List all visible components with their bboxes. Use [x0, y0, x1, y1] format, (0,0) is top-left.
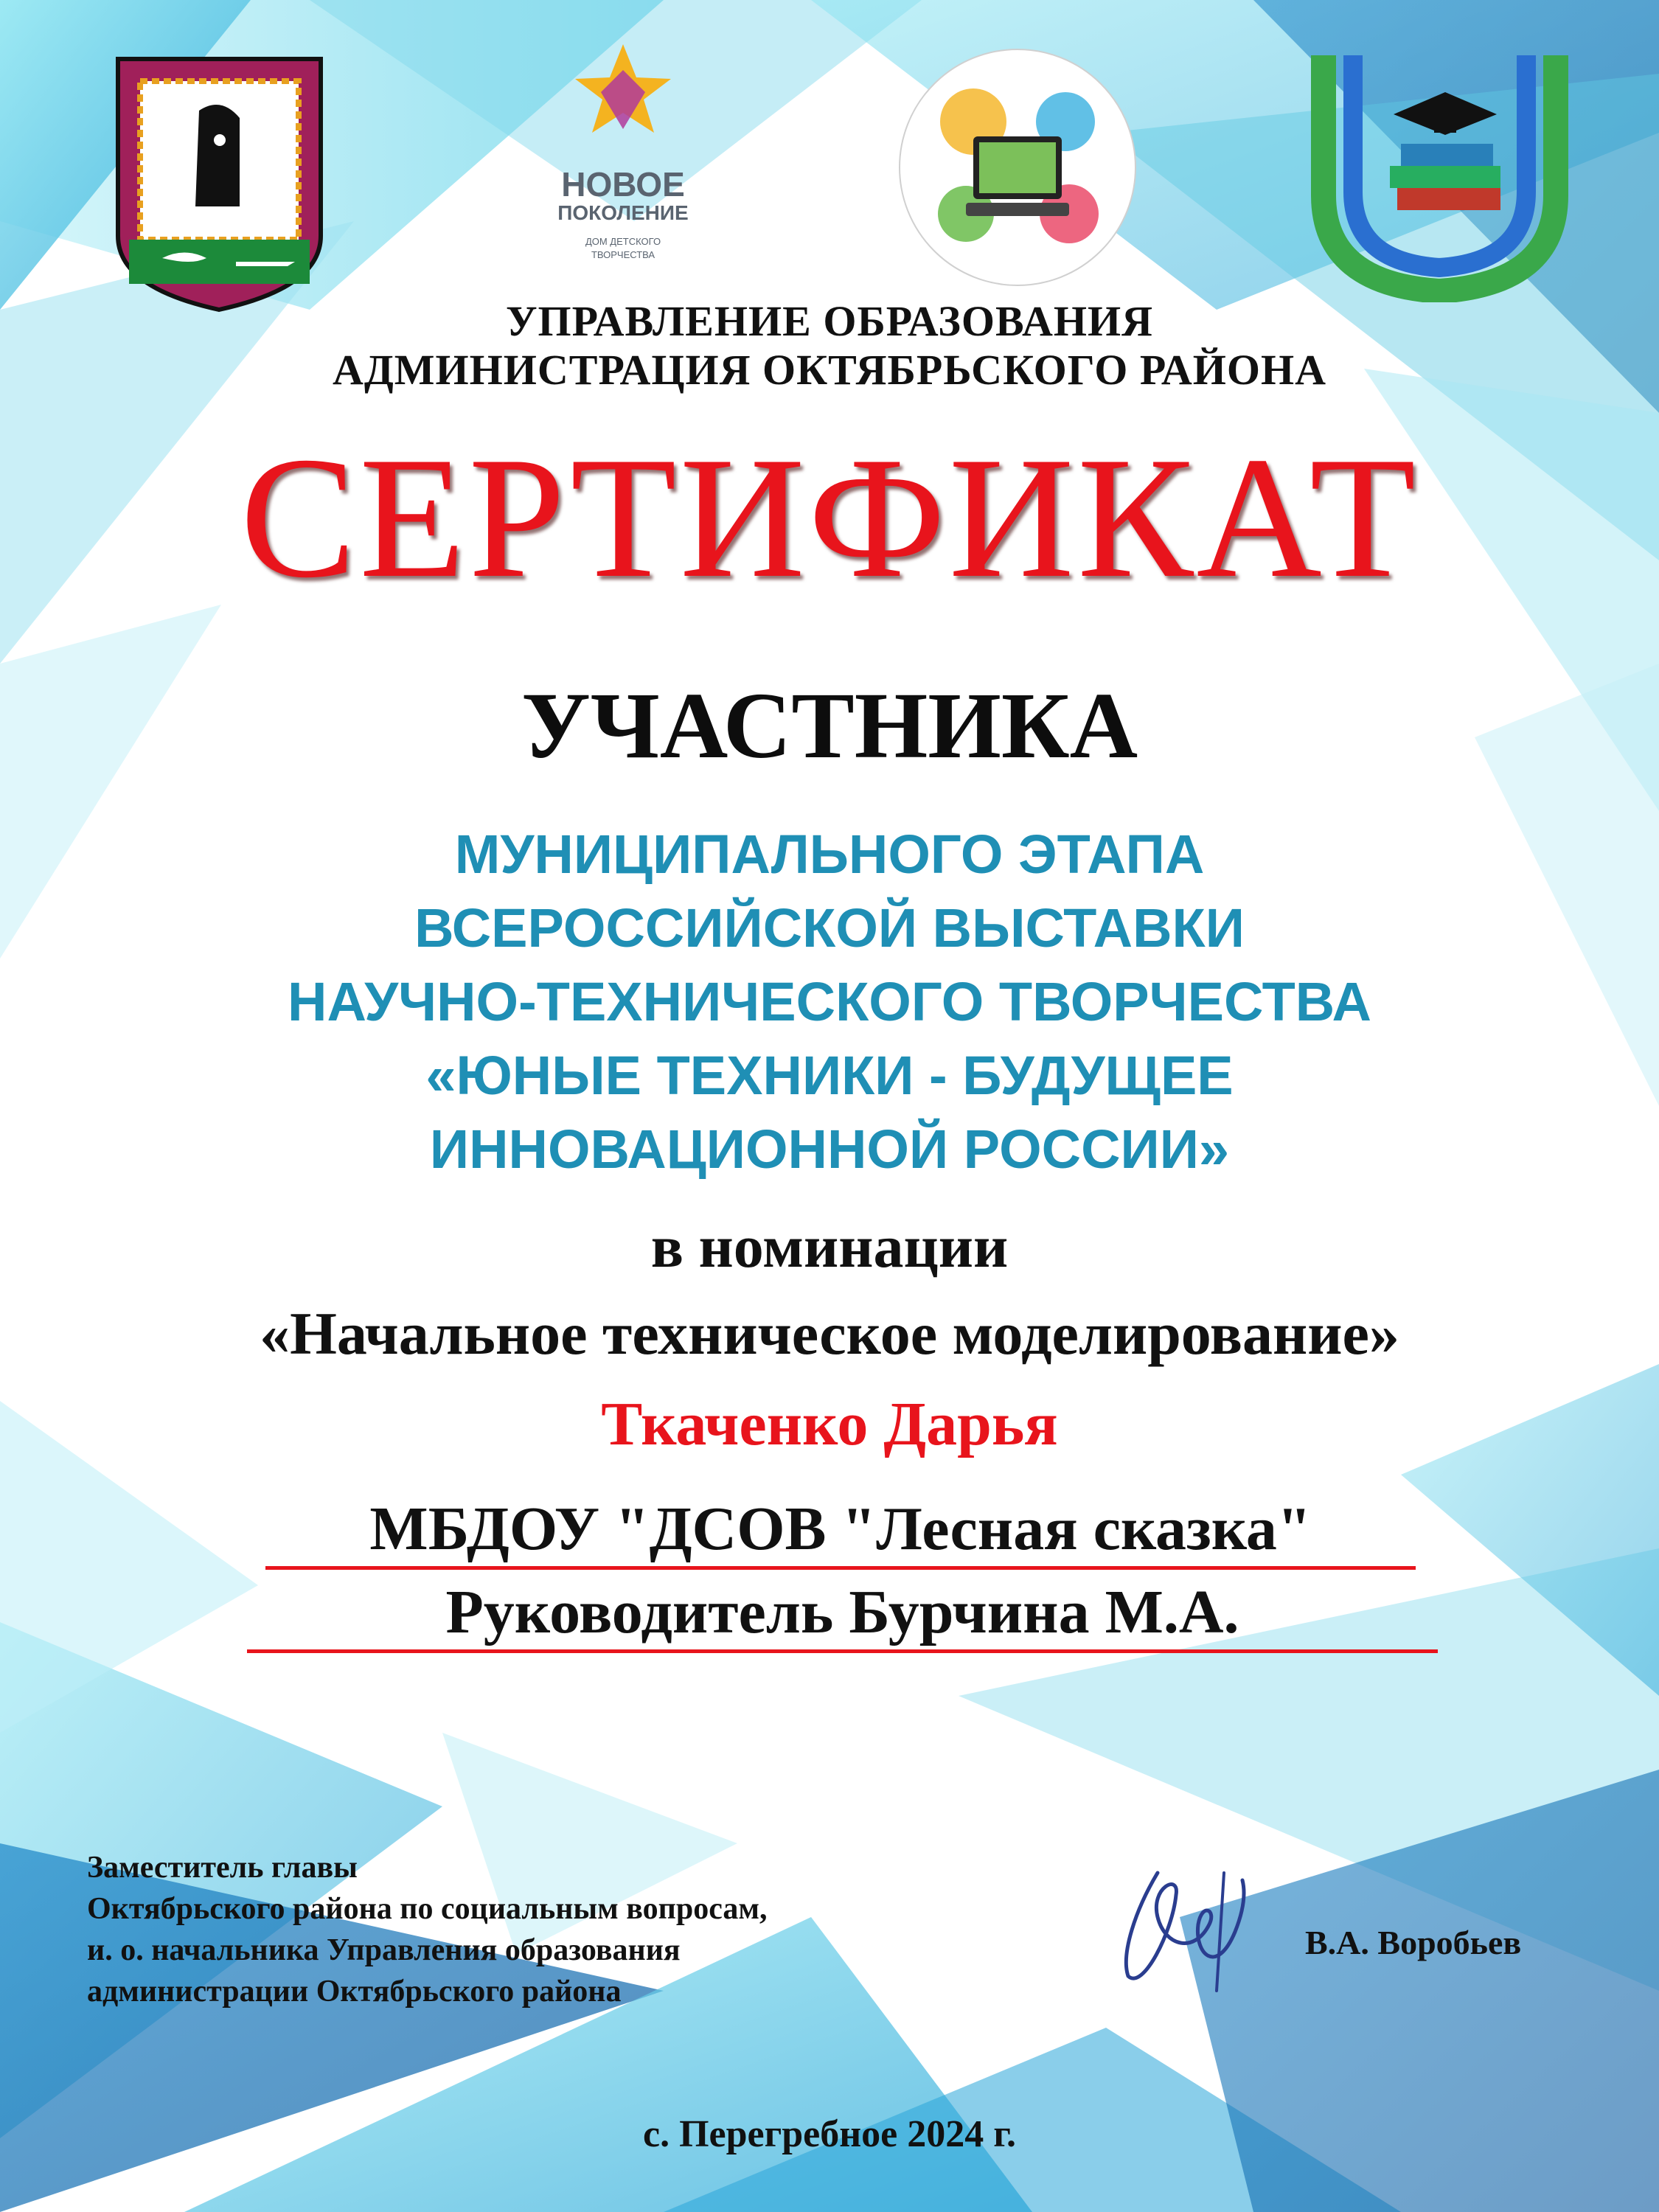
- novoe-line3: ДОМ ДЕТСКОГО: [585, 236, 661, 247]
- coat-of-arms-icon: [111, 52, 328, 313]
- signatory-line-3: и. о. начальника Управления образования: [87, 1933, 681, 1967]
- handwritten-signature: [1106, 1843, 1268, 2006]
- event-line-4: «ЮНЫЕ ТЕХНИКИ - БУДУЩЕЕ: [425, 1045, 1234, 1106]
- signatory-line-4: администрации Октябрьского района: [87, 1975, 622, 2008]
- header-line-1: УПРАВЛЕНИЕ ОБРАЗОВАНИЯ: [505, 297, 1154, 345]
- novoe-line4: ТВОРЧЕСТВА: [591, 249, 655, 260]
- event-line-2: ВСЕРОССИЙСКОЙ ВЫСТАВКИ: [414, 897, 1245, 959]
- education-department-emblem-icon: [1301, 48, 1578, 302]
- certificate-subtitle: УЧАСТНИКА: [521, 673, 1138, 778]
- star-icon: [571, 41, 675, 136]
- novoe-line1: НОВОЕ: [561, 165, 685, 204]
- nomination-name: «Начальное техническое моделирование»: [260, 1300, 1399, 1367]
- novoe-line2: ПОКОЛЕНИЕ: [557, 201, 689, 224]
- header-line-2: АДМИНИСТРАЦИЯ ОКТЯБРЬСКОГО РАЙОНА: [333, 346, 1326, 394]
- certificate-title: СЕРТИФИКАТ: [240, 422, 1419, 614]
- participant-name: Ткаченко Дарья: [601, 1390, 1058, 1458]
- novoe-pokolenie-logo: [538, 41, 708, 276]
- nomination-label: в номинации: [650, 1213, 1009, 1280]
- event-line-3: НАУЧНО-ТЕХНИЧЕСКОГО ТВОРЧЕСТВА: [288, 971, 1371, 1032]
- exhibition-emblem-icon: [885, 41, 1150, 295]
- signatory-line-1: Заместитель главы: [87, 1851, 358, 1885]
- place-and-date: с. Перегребное 2024 г.: [642, 2113, 1016, 2155]
- exhibition-emblem-ring-text: [900, 291, 1135, 292]
- signatory-line-2: Октябрьского района по социальным вопросам,: [87, 1892, 768, 1926]
- event-line-1: МУНИЦИПАЛЬНОГО ЭТАПА: [454, 824, 1205, 885]
- supervisor-line: Руководитель Бурчина М.А.: [247, 1582, 1438, 1653]
- organization-line: МБДОУ "ДСОВ "Лесная сказка": [265, 1498, 1416, 1570]
- event-line-5: ИННОВАЦИОННОЙ РОССИИ»: [429, 1119, 1230, 1180]
- signer-name: В.А. Воробьев: [1305, 1924, 1522, 1961]
